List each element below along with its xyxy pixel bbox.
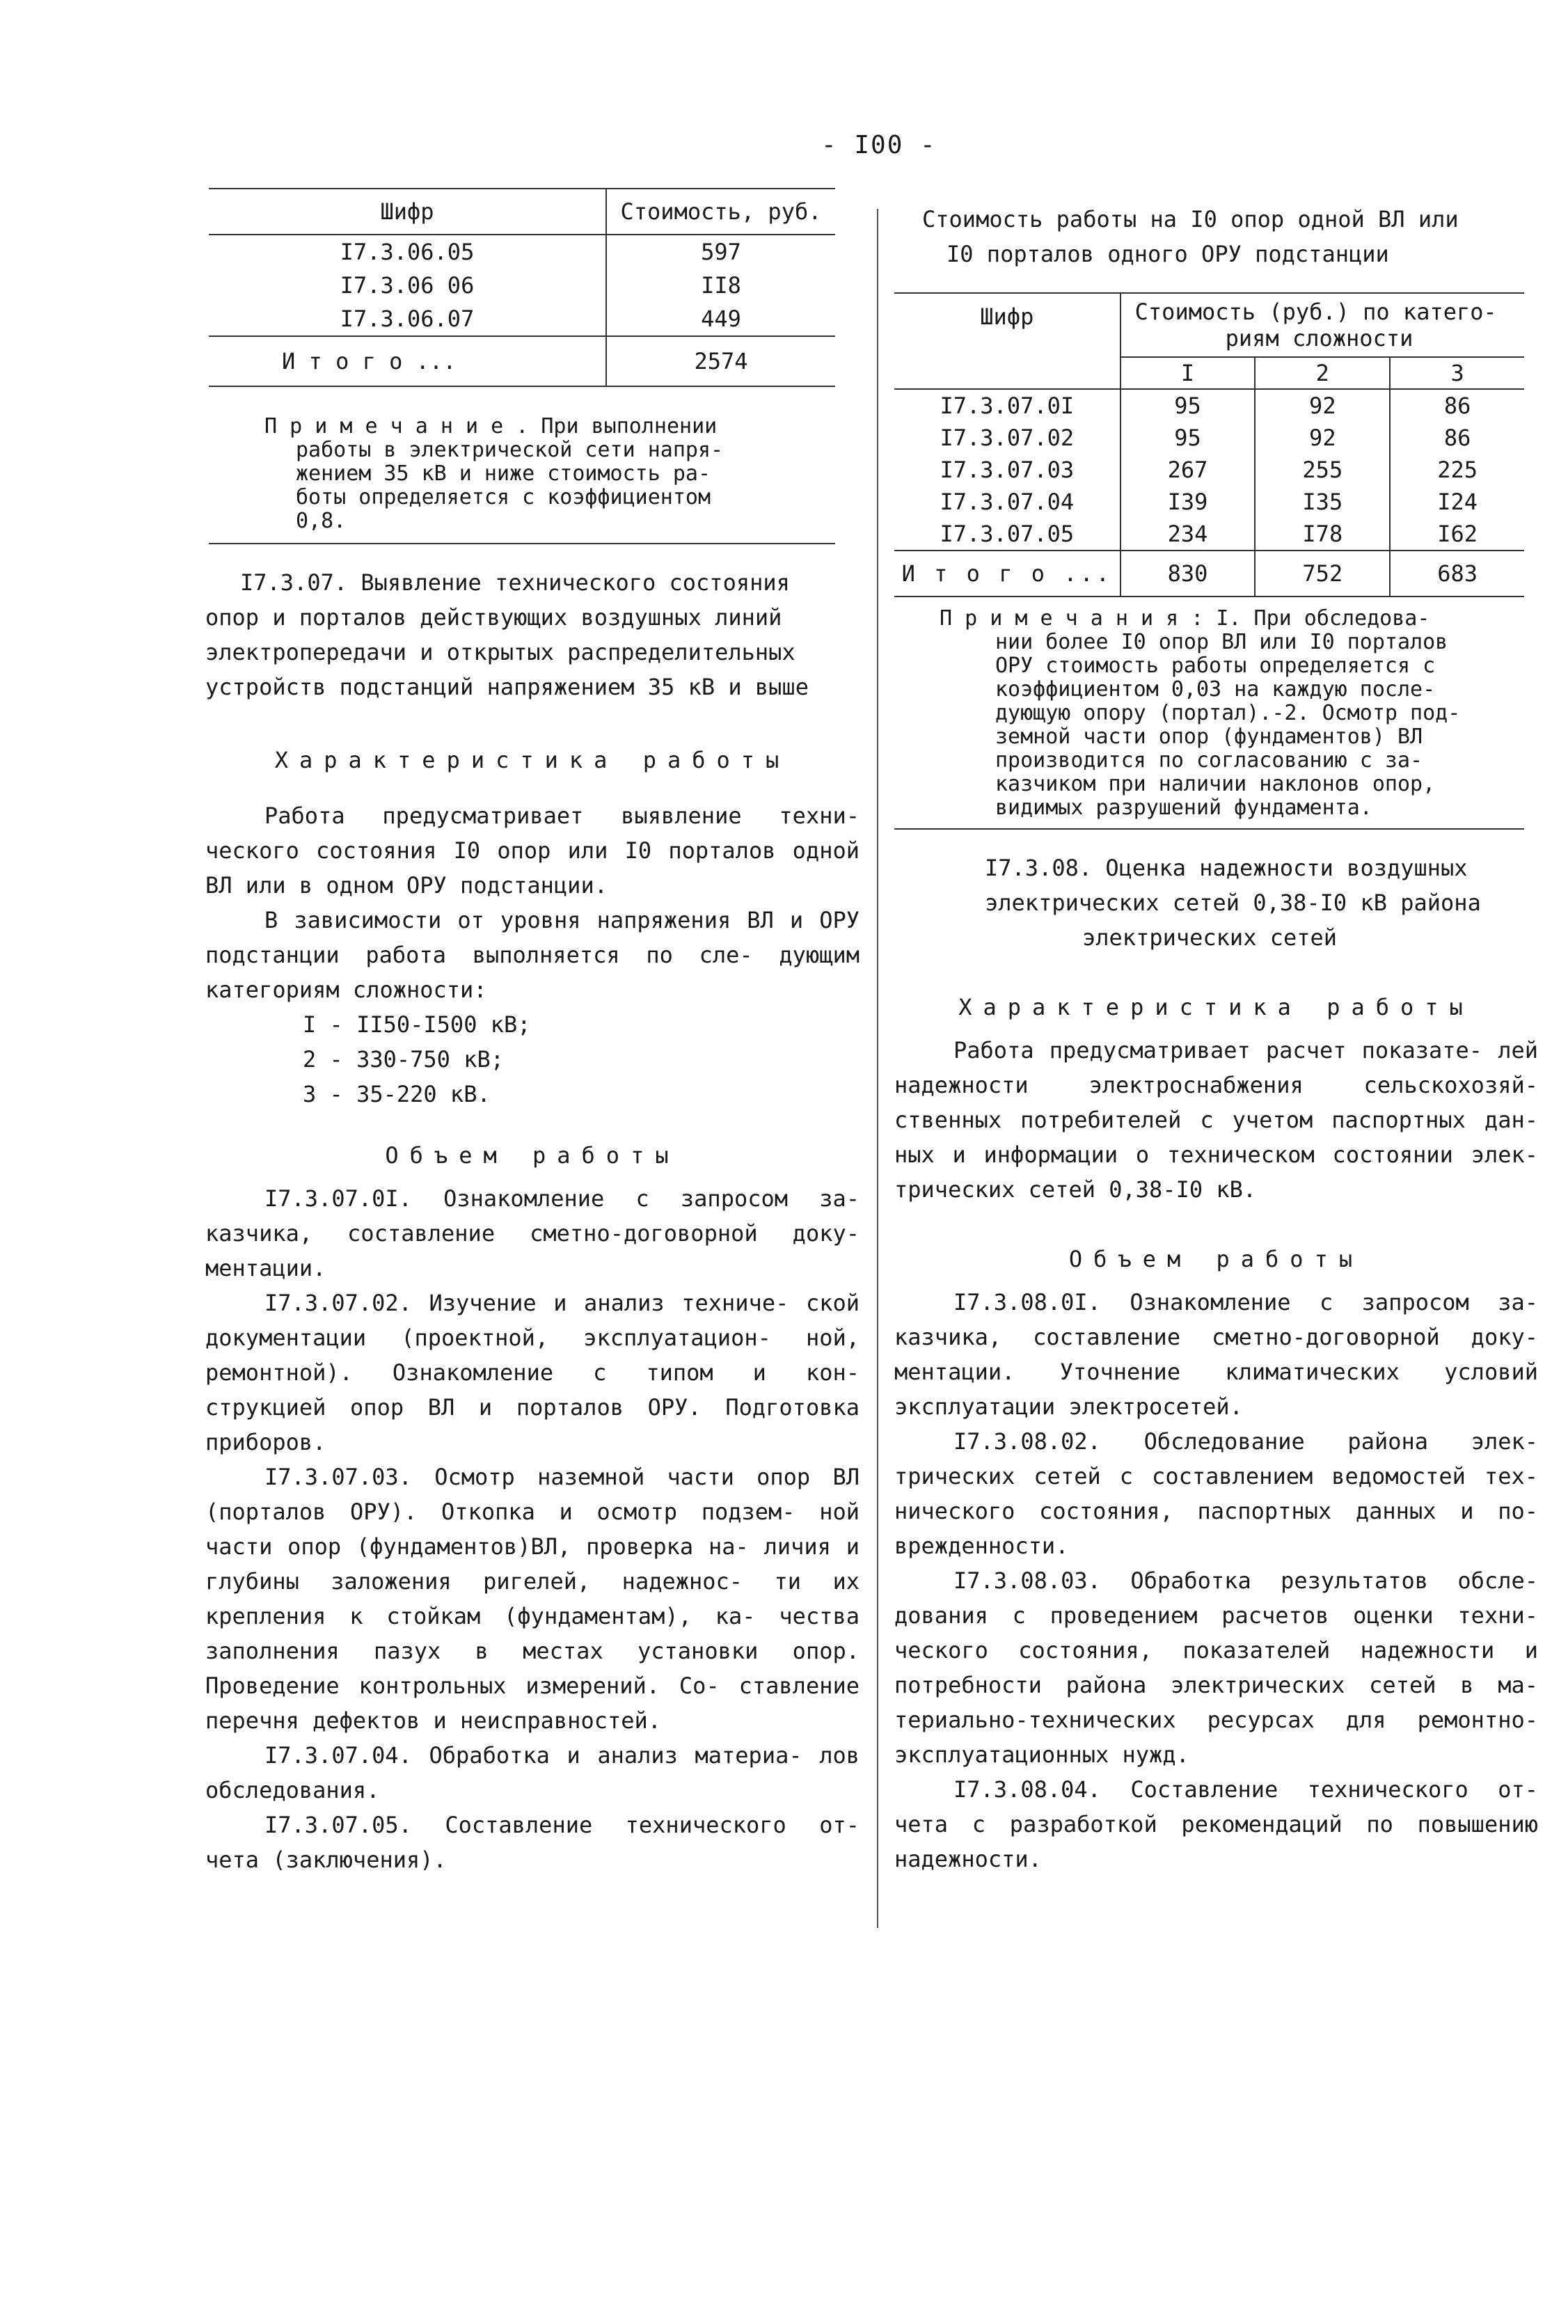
table-caption-line: I0 порталов одного ОРУ подстанции bbox=[947, 241, 1389, 267]
row-cost: I39 bbox=[1120, 486, 1256, 518]
right-column bbox=[894, 202, 1538, 1876]
table-total-row bbox=[894, 551, 1524, 596]
volume-list bbox=[205, 1181, 860, 1877]
note-line: П р и м е ч а н и я : I. При обследова- bbox=[940, 606, 1430, 631]
table-caption-line: Стоимость работы на I0 опор одной ВЛ или bbox=[922, 206, 1459, 232]
row-code: I7.3.07.03 bbox=[940, 457, 1075, 483]
row-cost: 234 bbox=[1120, 518, 1256, 551]
cost-table-17-3-07 bbox=[894, 292, 1524, 597]
note-line: производится по согласованию с за- bbox=[995, 748, 1423, 773]
row-cost: II8 bbox=[701, 272, 741, 299]
row-cost: 225 bbox=[1390, 454, 1524, 486]
note-line: 0,8. bbox=[296, 509, 347, 533]
characteristics-heading: Характеристика работы bbox=[274, 747, 791, 773]
header-code: Шифр bbox=[209, 189, 606, 235]
note-line: боты определяется с коэффициентом bbox=[296, 485, 711, 509]
row-cost: 92 bbox=[1255, 422, 1390, 454]
total-label: И т о г о ... bbox=[894, 551, 1120, 596]
category-item: I - II50-I500 кВ; bbox=[303, 1011, 531, 1038]
category-header: 3 bbox=[1390, 357, 1524, 389]
cost-table-17-3-06 bbox=[209, 188, 835, 387]
row-code: I7.3.07.05 bbox=[940, 521, 1075, 547]
category-item: 2 - 330-750 кВ; bbox=[303, 1046, 504, 1073]
section-title-line: I7.3.08. Оценка надежности воздушных bbox=[985, 855, 1468, 881]
characteristics-heading: Характеристика работы bbox=[958, 994, 1474, 1020]
category-header: 2 bbox=[1255, 357, 1390, 389]
row-cost: 267 bbox=[1120, 454, 1256, 486]
left-column bbox=[205, 188, 860, 1877]
header-cost-line: риям сложности bbox=[1225, 325, 1413, 351]
table-total-row bbox=[209, 336, 835, 386]
characteristics-paragraph: В зависимости от уровня напряжения ВЛ и ОРУ подстанции работа выполняется по сле- дующим категориям сложности: bbox=[205, 907, 860, 1003]
table-row bbox=[894, 389, 1524, 422]
volume-item: I7.3.07.04. Обработка и анализ материа- лов обследования. bbox=[205, 1742, 860, 1803]
table-row bbox=[894, 518, 1524, 551]
volume-item: I7.3.07.0I. Ознакомление с запросом за- казчика, составление сметно-договорной доку- ментации. bbox=[205, 1185, 860, 1281]
table-caption bbox=[894, 202, 1538, 271]
note-line: земной части опор (фундаментов) ВЛ bbox=[995, 725, 1423, 749]
row-code: I7.3.06 06 bbox=[209, 269, 606, 302]
category-item: 3 - 35-220 кВ. bbox=[303, 1081, 491, 1107]
row-cost: 449 bbox=[701, 306, 741, 332]
row-cost: 95 bbox=[1120, 389, 1256, 422]
volume-heading: Объем работы bbox=[1068, 1246, 1364, 1272]
note-block bbox=[894, 607, 1538, 820]
header-cost: Стоимость, руб. bbox=[606, 189, 835, 235]
total-value: 752 bbox=[1255, 551, 1390, 596]
total-value: 2574 bbox=[606, 336, 835, 386]
total-value: 830 bbox=[1120, 551, 1256, 596]
row-cost: 95 bbox=[1120, 422, 1256, 454]
section-title-line: опор и порталов действующих воздушных линий bbox=[205, 604, 782, 631]
volume-item: I7.3.07.05. Составление технического от- чета (заключения). bbox=[205, 1812, 860, 1873]
column-divider bbox=[877, 209, 878, 1928]
row-code: I7.3.06.07 bbox=[209, 302, 606, 336]
row-code: I7.3.06.05 bbox=[209, 235, 606, 269]
note-line: работы в электрической сети напря- bbox=[296, 438, 724, 462]
row-cost: I62 bbox=[1390, 518, 1524, 551]
note-line: П р и м е ч а н и е . При выполнении bbox=[264, 414, 718, 438]
row-cost: I24 bbox=[1390, 486, 1524, 518]
note-line: видимых разрушений фундамента. bbox=[995, 796, 1372, 820]
volume-item: I7.3.08.04. Составление технического от- чета с разработкой рекомендаций по повышению надежности. bbox=[894, 1776, 1538, 1872]
section-title-line: устройств подстанций напряжением 35 кВ и выше bbox=[205, 674, 809, 700]
page-number: - I00 - bbox=[821, 131, 937, 159]
category-header: I bbox=[1120, 357, 1256, 389]
note-rule bbox=[894, 828, 1524, 830]
volume-list bbox=[894, 1285, 1538, 1876]
volume-item: I7.3.08.02. Обследование района элек- трических сетей с составлением ведомостей тех- нического состояния, паспортных данных и по- врежденности. bbox=[894, 1428, 1538, 1559]
section-title bbox=[894, 851, 1538, 955]
note-line: нии более I0 опор ВЛ или I0 порталов bbox=[995, 630, 1448, 654]
row-cost: I78 bbox=[1255, 518, 1390, 551]
volume-item: I7.3.08.0I. Ознакомление с запросом за- казчика, составление сметно-договорной доку- ментации. Уточнение климатических условий эксплуатации электросетей. bbox=[894, 1289, 1538, 1420]
table-row bbox=[894, 422, 1524, 454]
volume-item: I7.3.07.02. Изучение и анализ техниче- ской документации (проектной, эксплуатацион- ной, ремонтной). Ознакомление с типом и кон- струкцией опор ВЛ и порталов ОРУ. Подготовка приборов. bbox=[205, 1290, 860, 1455]
row-cost: 597 bbox=[701, 239, 741, 265]
volume-item: I7.3.07.03. Осмотр наземной части опор ВЛ (порталов ОРУ). Откопка и осмотр подзем- ной части опор (фундаментов)ВЛ, проверка на- личия и глубины заложения ригелей, надежнос- ти их крепления к стойкам (фундаментам), ка- чества заполнения пазух в местах установки опор. Проведение контрольных измерений. Со- ставление перечня дефектов и неисправностей. bbox=[205, 1464, 860, 1734]
section-title-line: электрических сетей bbox=[1082, 924, 1338, 951]
table-row bbox=[209, 235, 835, 269]
section-title-line: электропередачи и открытых распределительных bbox=[205, 639, 795, 665]
total-value: 683 bbox=[1390, 551, 1524, 596]
table-row bbox=[209, 302, 835, 336]
row-cost: I35 bbox=[1255, 486, 1390, 518]
table-header-row bbox=[209, 189, 835, 235]
total-label: И т о г о ... bbox=[209, 336, 606, 386]
characteristics-paragraph: Работа предусматривает выявление техни- ческого состояния I0 опор или I0 порталов одной ВЛ или в одном ОРУ подстанции. bbox=[205, 803, 860, 899]
note-line: жением 35 кВ и ниже стоимость ра- bbox=[296, 461, 711, 486]
note-line: казчиком при наличии наклонов опор, bbox=[995, 772, 1436, 796]
note-line: коэффициентом 0,03 на каждую после- bbox=[995, 677, 1436, 702]
section-title-line: I7.3.07. Выявление технического состояния bbox=[240, 569, 790, 596]
row-code: I7.3.07.02 bbox=[940, 425, 1075, 451]
note-block bbox=[264, 414, 860, 533]
volume-item: I7.3.08.03. Обработка результатов обсле- дования с проведением расчетов оценки техни- ческого состояния, показателей надежности и потребности района электрических сетей в ма- териально-технических ресурсах для ремонтно- эксплуатационных нужд. bbox=[894, 1567, 1538, 1768]
header-code: Шифр bbox=[894, 293, 1120, 389]
volume-heading: Объем работы bbox=[385, 1142, 680, 1169]
row-cost: 255 bbox=[1255, 454, 1390, 486]
row-cost: 86 bbox=[1390, 422, 1524, 454]
note-line: ОРУ стоимость работы определяется с bbox=[995, 654, 1436, 678]
header-cost-line: Стоимость (руб.) по катего- bbox=[1134, 299, 1497, 325]
header-cost bbox=[1120, 293, 1524, 357]
row-cost: 86 bbox=[1390, 389, 1524, 422]
row-code: I7.3.07.0I bbox=[940, 393, 1075, 419]
row-code: I7.3.07.04 bbox=[940, 489, 1075, 515]
table-row bbox=[894, 486, 1524, 518]
table-header-row bbox=[894, 293, 1524, 357]
note-line: дующую опору (портал).-2. Осмотр под- bbox=[995, 701, 1461, 725]
table-row bbox=[209, 269, 835, 302]
characteristics-paragraph: Работа предусматривает расчет показате- лей надежности электроснабжения сельскохозяй- ственных потребителей с учетом паспортных дан- ных и информации о техническом состоянии элек- трических сетей 0,38-I0 кВ. bbox=[894, 1037, 1538, 1203]
section-title-line: электрических сетей 0,38-I0 кВ района bbox=[985, 890, 1481, 916]
section-title bbox=[205, 565, 860, 704]
note-rule bbox=[209, 543, 835, 544]
row-cost: 92 bbox=[1255, 389, 1390, 422]
table-row bbox=[894, 454, 1524, 486]
